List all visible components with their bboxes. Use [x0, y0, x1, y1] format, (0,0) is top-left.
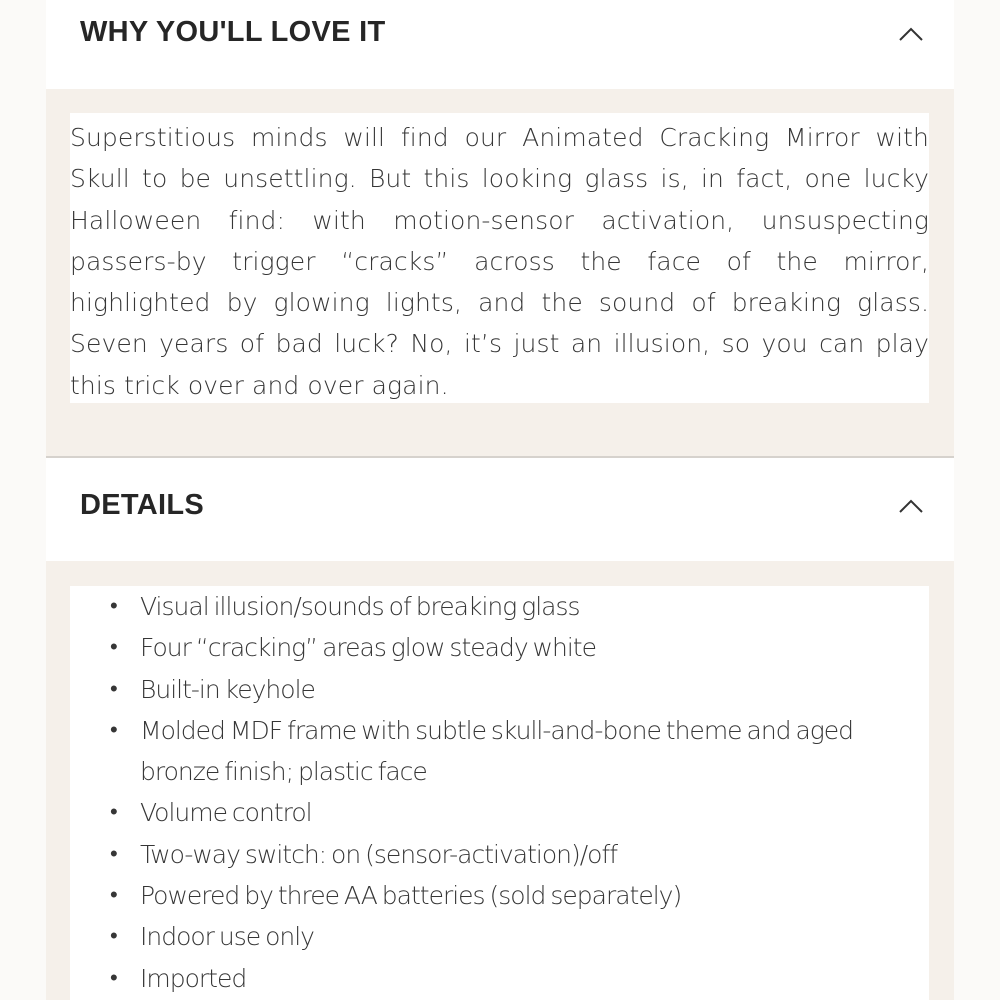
list-item: • Two-way switch: on (sensor-activation)/off [70, 834, 929, 875]
details-list [70, 586, 929, 999]
why-youll-love-it-content [70, 113, 929, 403]
list-item: • Imported [70, 958, 929, 999]
product-description: Superstitious minds will find our Animated Cracking Mirror with Skull to be unsettling. But this looking glass is, in fact, one lucky Halloween find: with motion-sensor activation, unsuspecting passers-by trigger “cracks” across the face of the mirror, highlighted by glowing lights, and the sound of breaking glass. Seven years of bad luck? No, it’s just an illusion, so you can play this trick over and over again. [70, 123, 929, 400]
why-youll-love-it-title: WHY YOU'LL LOVE IT [80, 16, 386, 48]
details-header[interactable] [46, 458, 954, 561]
details-title: DETAILS [80, 489, 205, 521]
details-section [46, 458, 954, 1000]
list-item: • Indoor use only [70, 916, 929, 957]
list-item: • Visual illusion/sounds of breaking glass [70, 586, 929, 627]
why-youll-love-it-header[interactable] [46, 0, 954, 89]
list-item: • Molded MDF frame with subtle skull-and-bone theme and aged bronze finish; plastic face [70, 710, 929, 793]
list-item: • Powered by three AA batteries (sold separately) [70, 875, 929, 916]
list-item: • Built-in keyhole [70, 669, 929, 710]
list-item: • Volume control [70, 792, 929, 833]
chevron-up-icon[interactable] [898, 498, 924, 514]
why-youll-love-it-section [46, 0, 954, 456]
list-item: • Four “cracking” areas glow steady white [70, 627, 929, 668]
details-content [70, 586, 929, 1000]
chevron-up-icon[interactable] [898, 26, 924, 42]
